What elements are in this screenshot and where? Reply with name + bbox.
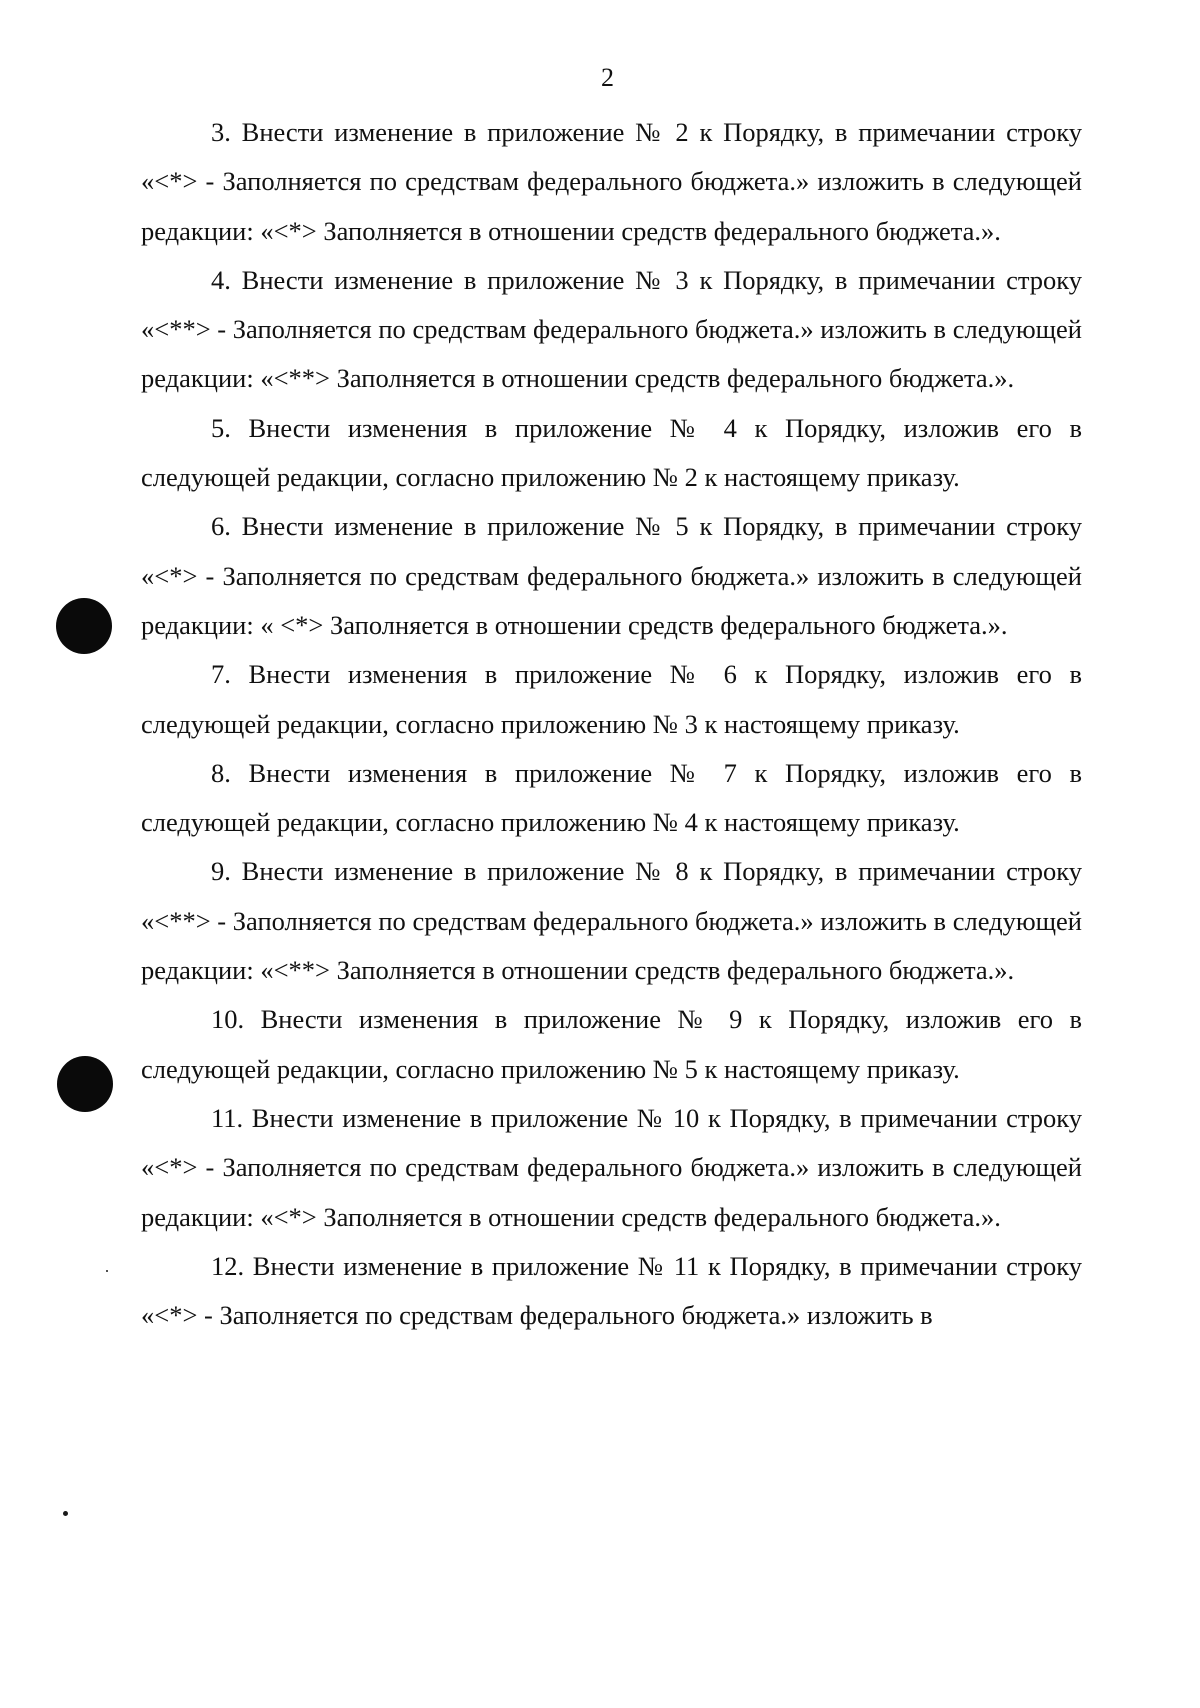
paragraph-item-11: 11. Внести изменение в приложение № 10 к Порядку, в примечании строку «<*> - Заполняется по средствам федерального бюджета.» изложить в следующей редакции: «<*> Заполняется в отношении средств федерального бюджета.».: [141, 1102, 1082, 1232]
paragraph-item-12: 12. Внести изменение в приложение № 11 к Порядку, в примечании строку «<*> - Заполняется по средствам федерального бюджета.» изложить в: [141, 1250, 1082, 1331]
punch-hole-mark: [57, 1056, 113, 1112]
paragraph-item-10: 10. Внести изменения в приложение № 9 к Порядку, изложив его в следующей редакции, согласно приложению № 5 к настоящему приказу.: [141, 1004, 1082, 1084]
page-number: 2: [601, 63, 614, 92]
punch-hole-mark: [56, 598, 112, 654]
paragraph-item-7: 7. Внести изменения в приложение № 6 к Порядку, изложив его в следующей редакции, согласно приложению № 3 к настоящему приказу.: [141, 659, 1082, 739]
scan-speck: [63, 1511, 68, 1516]
paragraph-item-5: 5. Внести изменения в приложение № 4 к Порядку, изложив его в следующей редакции, согласно приложению № 2 к настоящему приказу.: [141, 412, 1082, 493]
paragraph-item-9: 9. Внести изменение в приложение № 8 к Порядку, в примечании строку «<**> - Заполняется по средствам федерального бюджета.» изложить в следующей редакции: «<**> Заполняется в отношении средств федерального бюджета.».: [141, 856, 1082, 986]
paragraph-item-3: 3. Внести изменение в приложение № 2 к Порядку, в примечании строку «<*> - Заполняется по средствам федерального бюджета.» изложить в следующей редакции: «<*> Заполняется в отношении средств федерального бюджета.».: [141, 117, 1082, 246]
scan-speck: [106, 1270, 108, 1272]
paragraph-item-8: 8. Внести изменения в приложение № 7 к Порядку, изложив его в следующей редакции, согласно приложению № 4 к настоящему приказу.: [141, 757, 1082, 838]
paragraph-item-6: 6. Внести изменение в приложение № 5 к Порядку, в примечании строку «<*> - Заполняется по средствам федерального бюджета.» изложить в следующей редакции: « <*> Заполняется в отношении средств федерального бюджета.».: [141, 511, 1082, 640]
document-body: [141, 108, 1082, 1340]
paragraph-item-4: 4. Внести изменение в приложение № 3 к Порядку, в примечании строку «<**> - Заполняется по средствам федерального бюджета.» изложить в следующей редакции: «<**> Заполняется в отношении средств федерального бюджета.».: [141, 264, 1082, 394]
